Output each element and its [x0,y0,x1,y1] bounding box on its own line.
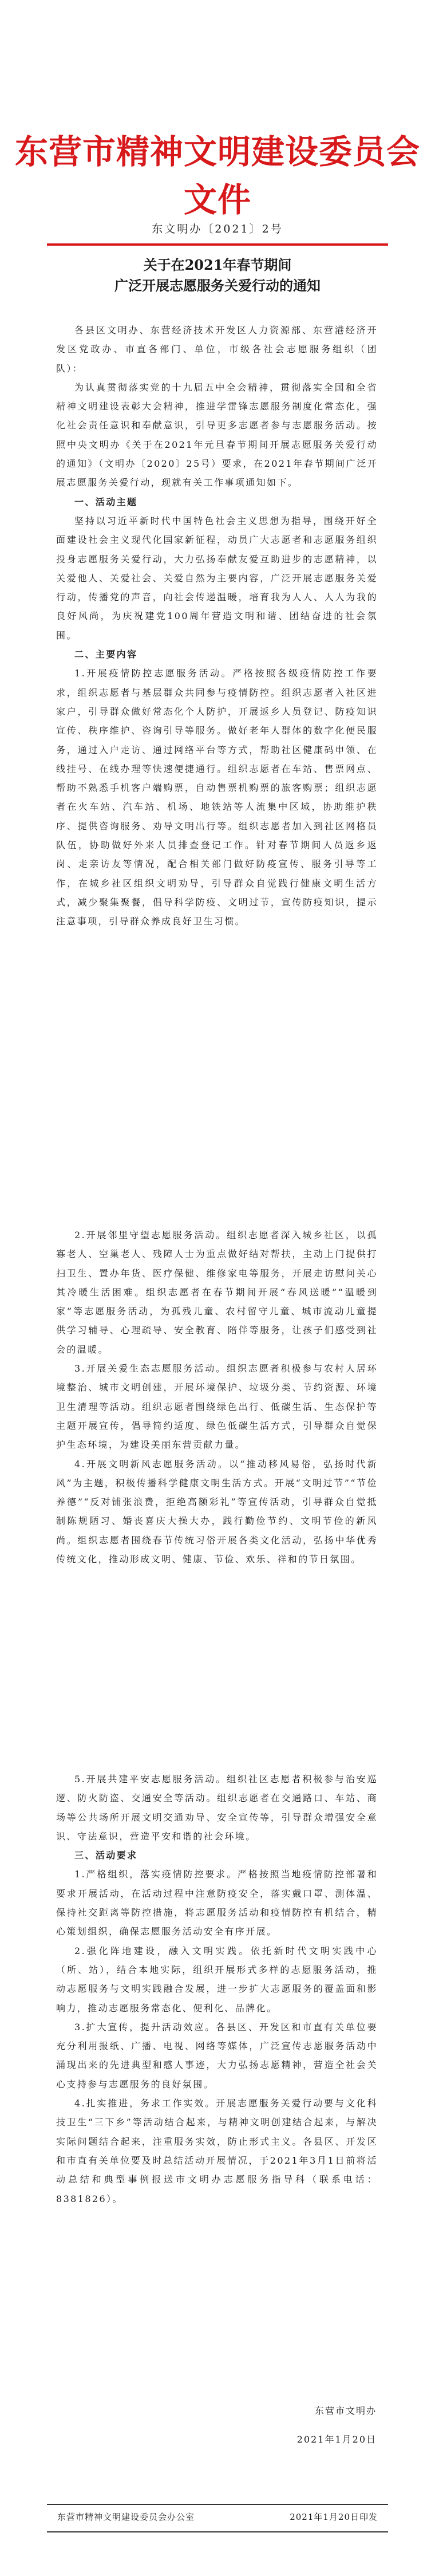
section-heading-theme: 一、活动主题 [74,496,138,507]
content-item-1: 1.开展疫情防控志愿服务活动。严格按照各级疫情防控工作要求，组织志愿者与基层群众共同参与疫情防控。组织志愿者入社区进家户，引导群众做好常态化个人防护，开展返乡人员登记、防疫知识宣传、秩序维护、咨询引导等服务。做好老年人群体的数字化便民服务，通过入户走访、通过网络平台等方式，帮助社区健康码申领、在线挂号、在线办理等快速便捷通行。组织志愿者在车站、售票网点、帮助不熟悉手机客户端购票，自动售票机购票的旅客购票；组织志愿者在火车站、汽车站、机场、地铁站等人流集中区域，协助维护秩序、提供咨询服务、劝导文明出行等。组织志愿者加入到社区网格员队伍，协助做好外来人员排查登记工作。针对春节期间人员返乡返岗、走亲访友等情况，配合相关部门做好防疫宣传、服务引导等工作，在城乡社区组织文明劝导，引导群众自觉践行健康文明生活方式，减少聚集聚餐，倡导科学防疫、文明过节，宣传防疫知识，提示注意事项，引导群众养成良好卫生习惯。 [56,668,378,927]
requirement-2: 2.强化阵地建设，融入文明实践。依托新时代文明实践中心（所、站），结合本地实际，组织开展形式多样的志愿服务活动，推动志愿服务与文明实践融合发展，进一步扩大志愿服务的覆盖面和影响力，推动志愿服务常态化、便利化、品牌化。 [56,1945,378,2014]
requirement-1: 1.严格组织，落实疫情防控要求。严格按照当地疫情防控部署和要求开展活动，在活动过程中注意防疫安全，落实戴口罩、测体温、保持社交距离等防控措施，将志愿服务活动和疫情防控有机结合，精心策划组织，确保志愿服务活动安全有序开展。 [56,1869,378,1937]
notice-title [0,255,435,296]
intro-paragraph: 为认真贯彻落实党的十九届五中全会精神，贯彻落实全国和全省精神文明建设表彰大会精神，推进学雷锋志愿服务制度化常态化，强化社会责任意识和奉献意识，引导更多志愿者参与志愿服务活动。按照中央文明办《关于在2021年元旦春节期间开展志愿服务关爱行动的通知》（文明办〔2020〕25号）要求，在2021年春节期间广泛开展志愿服务关爱行动，现就有关工作事项通知如下。 [56,381,378,489]
content-item-3: 3.开展关爱生态志愿服务活动。组织志愿者积极参与农村人居环境整治、城市文明创建，开展环境保护、垃圾分类、节约资源、环境卫生清理等活动。组织志愿者围绕绿色出行、低碳生活、生态保护等主题开展宣传，倡导简约适度、绿色低碳生活方式，引导群众自觉保护生态环境，为建设美丽东营贡献力量。 [56,1363,378,1451]
theme-paragraph: 坚持以习近平新时代中国特色社会主义思想为指导，围绕开好全面建设社会主义现代化国家新征程，动员广大志愿者和志愿服务组织投身志愿服务关爱行动，大力弘扬奉献友爱互助进步的志愿精神，以关爱他人、关爱社会、关爱自然为主要内容，广泛开展志愿服务关爱行动，传播党的声音，向社会传递温暖，培育我为人人、人人为我的良好风尚，为庆祝建党100周年营造文明和谐、团结奋进的社会氛围。 [56,515,378,641]
content-item-4: 4.开展文明新风志愿服务活动。以“推动移风易俗，弘扬时代新风”为主题，积极传播科学健康文明生活方式。开展“文明过节”“节俭养德”“反对铺张浪费，拒绝高额彩礼”等宣传活动，引导群众自觉抵制陈规陋习、婚丧喜庆大操大办，践行勤俭节约、文明节俭的新风尚。组织志愿者围绕春节传统习俗开展各类文化活动，弘扬中华优秀传统文化，推动形成文明、健康、节俭、欢乐、祥和的节日氛围。 [56,1458,378,1565]
document-number: 东文明办〔2021〕2号 [152,223,283,235]
body-section-a [56,321,378,931]
footer-rule-top [47,2504,388,2505]
requirement-4: 4.扎实推进，务求工作实效。开展志愿服务关爱行动要与文化科技卫生“三下乡”等活动结合起来，与精神文明创建结合起来，与解决实际问题结合起来，注重服务实效，防止形式主义。各县区、开发区和市直有关单位要及时总结活动开展情况，于2021年3月1日前将活动总结和典型事例报送市文明办志愿服务指导科（联系电话：8381826）。 [56,2098,378,2204]
red-divider [47,243,388,246]
footer-rule-bottom [47,2531,388,2532]
requirement-3: 3.扩大宣传，提升活动效应。各县区、开发区和市直有关单位要充分利用报纸、广播、电视、网络等媒体，广泛宣传志愿服务活动中涌现出来的先进典型和感人事迹，大力弘扬志愿精神，营造全社会关心支持参与志愿服务的良好氛围。 [56,2021,378,2090]
section-heading-content: 二、主要内容 [74,649,138,660]
body-section-c [56,1770,378,2208]
body-section-b [56,1226,378,1569]
content-item-5: 5.开展共建平安志愿服务活动。组织社区志愿者积极参与治安巡逻、防火防盗、交通安全等活动。组织志愿者在交通路口、车站、商场等公共场所开展文明交通劝导、安全宣传等，引导群众增强安全意识、守法意识，营造平安和谐的社会环境。 [56,1774,378,1842]
section-heading-requirements: 三、活动要求 [74,1850,138,1861]
document-header-title: 东营市精神文明建设委员会文件 [14,132,420,219]
recipients-paragraph: 各县区文明办、东营经济技术开发区人力资源部、东营港经济开发区党政办、市直各部门、单位，市级各社会志愿服务组织（团队）： [56,325,378,374]
signature-date: 2021年1月20日 [296,2434,377,2445]
footer-issuer: 东营市精神文明建设委员会办公室 [57,2512,195,2522]
footer-print-date: 2021年1月20日印发 [290,2512,378,2522]
signature-organization: 东营市文明办 [314,2405,377,2416]
notice-title-line-2: 广泛开展志愿服务关爱行动的通知 [114,277,321,294]
content-item-2: 2.开展邻里守望志愿服务活动。组织志愿者深入城乡社区，以孤寡老人、空巢老人、残障人士为重点做好结对帮扶，主动上门提供打扫卫生、置办年货、医疗保健、维修家电等服务，开展走访慰问关心其冷暖生活困难。组织志愿者在春节期间开展“春风送暖”“温暖到家”等志愿服务活动，为孤残儿童、农村留守儿童、城市流动儿童提供学习辅导、心理疏导、安全教育、陪伴等服务，让孩子们感受到社会的温暖。 [56,1230,378,1355]
notice-title-line-1: 关于在2021年春节期间 [143,257,292,273]
